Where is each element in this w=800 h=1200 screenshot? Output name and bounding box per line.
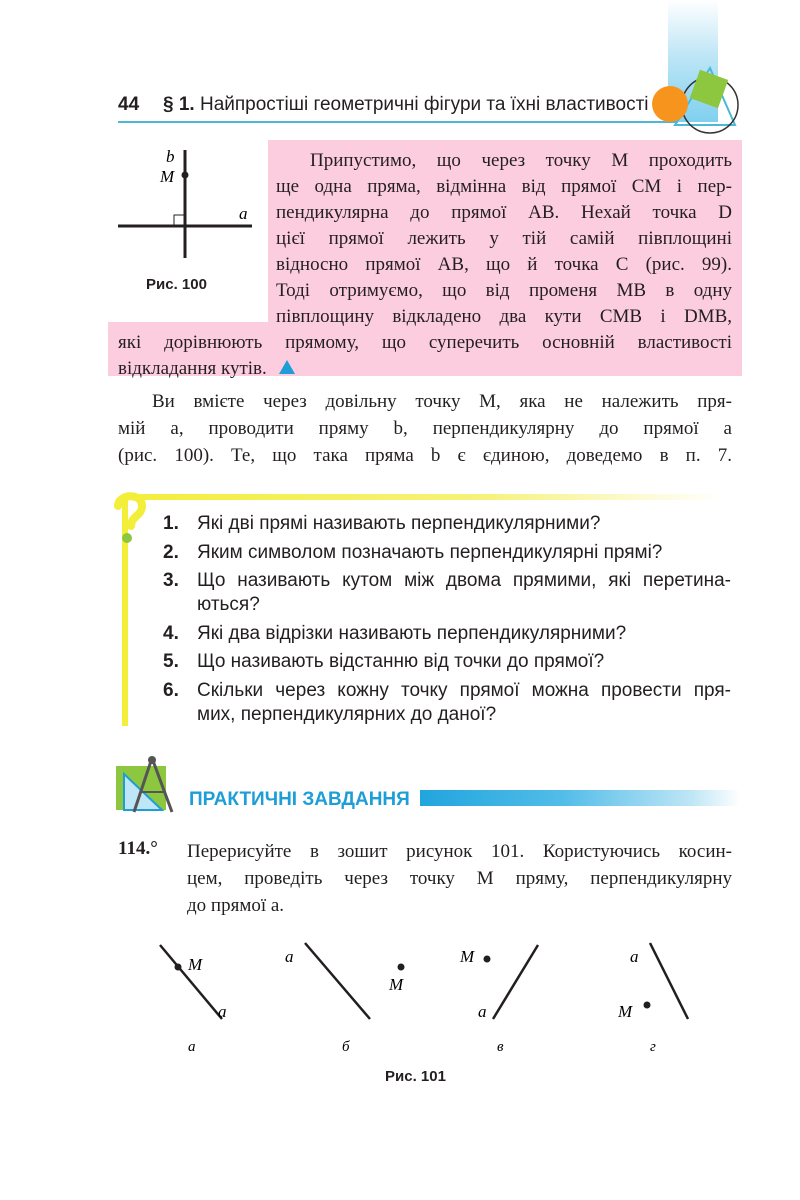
label-a: a [218,1002,227,1021]
running-header [163,94,649,116]
line-a [650,943,688,1019]
proof-line: відносно прямої AB, що й точка C (рис. 99). [276,254,732,275]
panel-label: а [188,1039,196,1055]
section-label: § 1. [163,94,195,115]
point-M [182,172,189,179]
label-a: a [285,947,294,966]
question-number: 3. [163,570,179,591]
question-number: 6. [163,680,179,701]
questions-top-bar [122,494,722,500]
question-number: 4. [163,623,179,644]
figure-101-panel-c [459,945,538,1055]
proof-line: які дорівнюють прямому, що суперечить основній властивості [118,332,732,353]
paragraph-line: Ви вмієте через довільну точку M, яка не належить пря- [152,391,732,412]
task-line: до прямої a. [187,895,285,916]
question-mark-icon [112,490,148,546]
proof-line: ще одна пряма, відмінна від прямої CM і пер- [276,176,732,197]
question-text: Що називають відстанню від точки до прямої? [197,651,605,672]
proof-line: цієї прямої лежить у тій самій півплощині [276,228,732,249]
paragraph-line: мій a, проводити пряму b, перпендикулярну до прямої a [118,418,732,439]
task-text [187,838,732,919]
question-text: Що називають кутом між двома прямими, які перетина- [197,570,731,591]
point-M [644,1002,651,1009]
line-a [305,943,370,1019]
orange-circle [652,86,688,122]
proof-line: відкладання кутів. [118,358,267,379]
header-shapes-icon [640,60,750,140]
line-a [493,945,538,1019]
point-M [175,964,182,971]
proof-line: півплощину відкладено два кути CMB і DMB, [276,306,732,327]
label-M: M [188,955,203,974]
figure-101 [140,935,720,1060]
question-text: Яким символом позначають перпендикулярні прямі? [197,542,663,563]
proof-text-top [276,148,732,330]
figure-101-panel-d [617,943,688,1055]
label-a: a [630,947,639,966]
panel-label: в [497,1039,504,1055]
question-number: 5. [163,651,179,672]
task-line: цем, проведіть через точку M пряму, перпендикулярну [187,868,732,889]
compass-hinge [148,756,156,764]
proof-line: Тоді отримуємо, що від променя MB в одну [276,280,732,301]
proof-line: пендикулярна до прямої AB. Нехай точка D [276,202,732,223]
figure-101-panel-b [285,943,405,1055]
figure-101-caption: Рис. 101 [385,1068,446,1085]
question-text-cont: ються? [197,594,260,615]
question-text: Які дві прямі називають перпендикулярними? [197,513,601,534]
compass-tools-icon [114,752,188,818]
practical-header-bar [420,790,740,806]
task-line: Перерисуйте в зошит рисунок 101. Користуючись косин- [187,841,732,862]
label-M: M [160,167,175,186]
figure-100 [110,140,260,260]
question-number: 2. [163,542,179,563]
task-number: 114.° [118,838,158,859]
end-of-proof-icon [278,359,296,375]
label-a: a [478,1002,487,1021]
figure-101-panel-a [160,945,227,1055]
practical-tasks-title: ПРАКТИЧНІ ЗАВДАННЯ [189,789,410,810]
question-number: 1. [163,513,179,534]
proof-line: Припустимо, що через точку M проходить [310,150,732,171]
proof-line-last [118,356,732,382]
page-number: 44 [118,94,140,115]
panel-label: б [342,1039,350,1055]
label-M: M [389,975,404,994]
label-a: a [239,204,248,223]
panel-label: г [650,1039,656,1055]
question-text: Які два відрізки називають перпендикулярними? [197,623,627,644]
section-title: Найпростіші геометричні фігури та їхні властивості [199,94,649,115]
header-rule [118,121,678,123]
paragraph-line: (рис. 100). Те, що така пряма b є єдиною, доведемо в п. 7. [118,445,732,466]
question-text: Скільки через кожну точку прямої можна провести пря- [197,680,731,701]
label-b: b [166,147,175,166]
label-M: M [618,1002,633,1021]
question-text-cont: мих, перпендикулярних до даної? [197,704,497,725]
proof-text-bottom [118,330,732,382]
point-M [484,956,491,963]
right-angle-mark [174,215,185,226]
body-paragraph [118,388,732,469]
figure-100-caption: Рис. 100 [146,276,207,293]
point-M [398,964,405,971]
green-square [690,70,728,108]
label-M: M [460,947,475,966]
